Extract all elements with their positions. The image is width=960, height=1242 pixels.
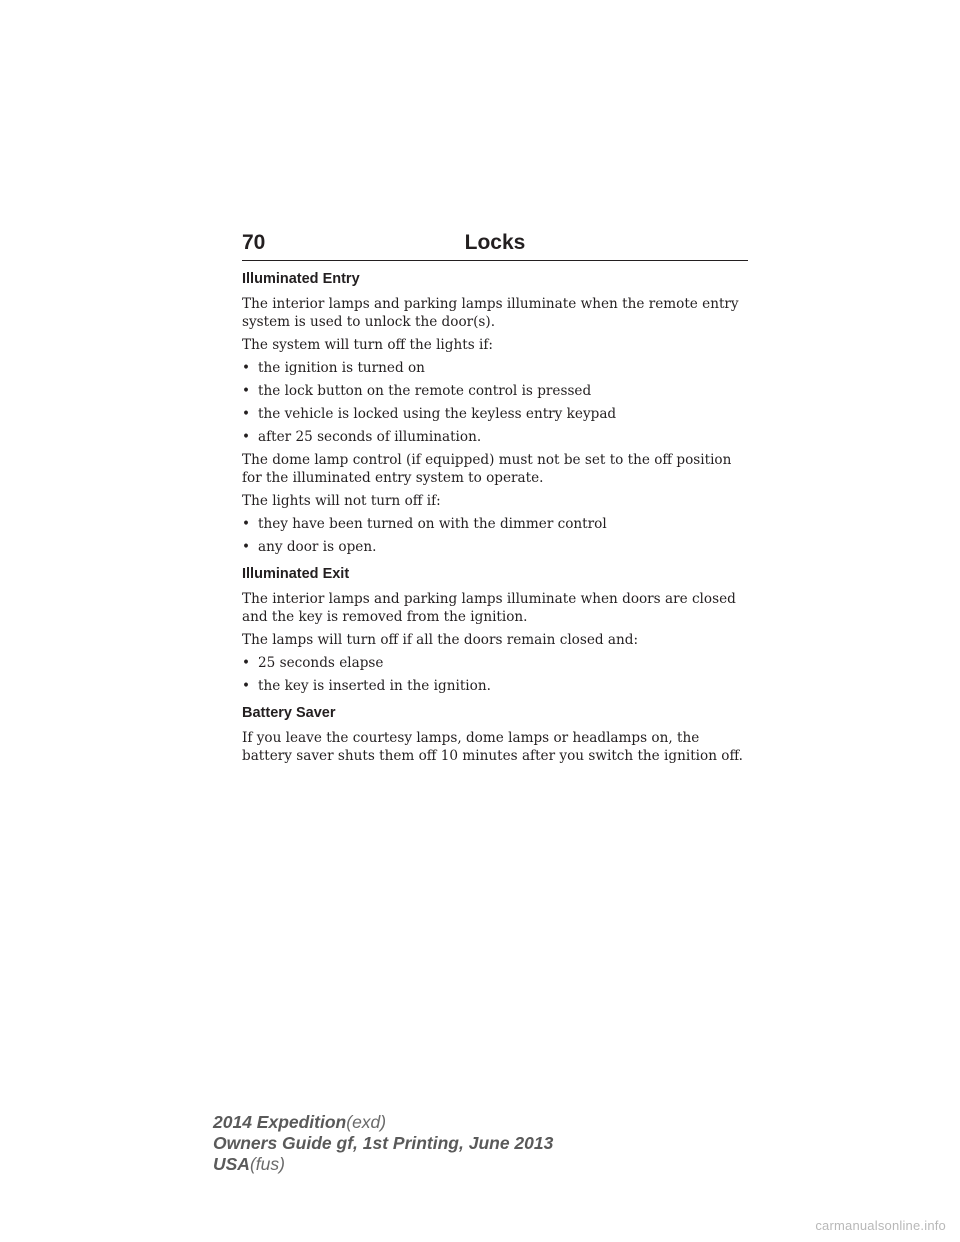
section-illuminated-entry — [242, 270, 748, 556]
footer-printing: Owners Guide gf, 1st Printing, June 2013 — [213, 1133, 554, 1153]
paragraph: The lamps will turn off if all the doors remain closed and: — [242, 632, 639, 648]
list-item — [242, 428, 748, 446]
bullet-icon: • — [242, 678, 251, 694]
list-item-text: any door is open. — [258, 539, 377, 555]
footer-line — [213, 1112, 553, 1133]
list-item-text: 25 seconds elapse — [258, 655, 384, 671]
bullet-icon: • — [242, 360, 251, 376]
paragraph: The system will turn off the lights if: — [242, 337, 493, 353]
list-item-text: after 25 seconds of illumination. — [258, 429, 482, 445]
footer-line — [213, 1154, 553, 1175]
bullet-icon: • — [242, 383, 251, 399]
paragraph: The interior lamps and parking lamps illuminate when the remote entry system is used to unlock the door(s). — [242, 296, 739, 330]
paragraph: The dome lamp control (if equipped) must not be set to the off position for the illuminated entry system to operate. — [242, 452, 732, 486]
watermark: carmanualsonline.info — [815, 1218, 946, 1233]
section-heading: Illuminated Entry — [242, 271, 360, 287]
list-item — [242, 382, 748, 400]
section-illuminated-exit — [242, 565, 748, 695]
list-item-text: they have been turned on with the dimmer control — [258, 516, 607, 532]
list-item — [242, 359, 748, 377]
paragraph: The interior lamps and parking lamps illuminate when doors are closed and the key is removed from the ignition. — [242, 591, 736, 625]
page-number: 70 — [242, 231, 266, 254]
list-item — [242, 405, 748, 423]
paragraph: The lights will not turn off if: — [242, 493, 441, 509]
list-item — [242, 654, 748, 672]
section-title: Locks — [464, 231, 526, 254]
section-heading: Illuminated Exit — [242, 566, 350, 582]
list-item-text: the key is inserted in the ignition. — [258, 678, 491, 694]
footer-line — [213, 1133, 553, 1154]
footer-market: USA — [213, 1154, 250, 1174]
bullet-icon: • — [242, 429, 251, 445]
header-rule — [242, 260, 748, 261]
list-item-text: the vehicle is locked using the keyless entry keypad — [258, 406, 617, 422]
list-item-text: the ignition is turned on — [258, 360, 425, 376]
list-item — [242, 677, 748, 695]
footer-model: 2014 Expedition — [213, 1112, 347, 1132]
section-battery-saver — [242, 704, 748, 765]
section-heading: Battery Saver — [242, 705, 336, 721]
bullet-icon: • — [242, 516, 251, 532]
bullet-icon: • — [242, 539, 251, 555]
bullet-icon: • — [242, 406, 251, 422]
list-item-text: the lock button on the remote control is pressed — [258, 383, 592, 399]
page-content — [242, 270, 748, 770]
list-item — [242, 538, 748, 556]
document-footer — [213, 1112, 553, 1175]
list-item — [242, 515, 748, 533]
paragraph: If you leave the courtesy lamps, dome lamps or headlamps on, the battery saver shuts them off 10 minutes after you switch the ignition off. — [242, 730, 743, 764]
footer-market-code: (fus) — [249, 1154, 285, 1174]
page-header — [242, 228, 748, 262]
footer-model-code: (exd) — [346, 1112, 387, 1132]
bullet-icon: • — [242, 655, 251, 671]
